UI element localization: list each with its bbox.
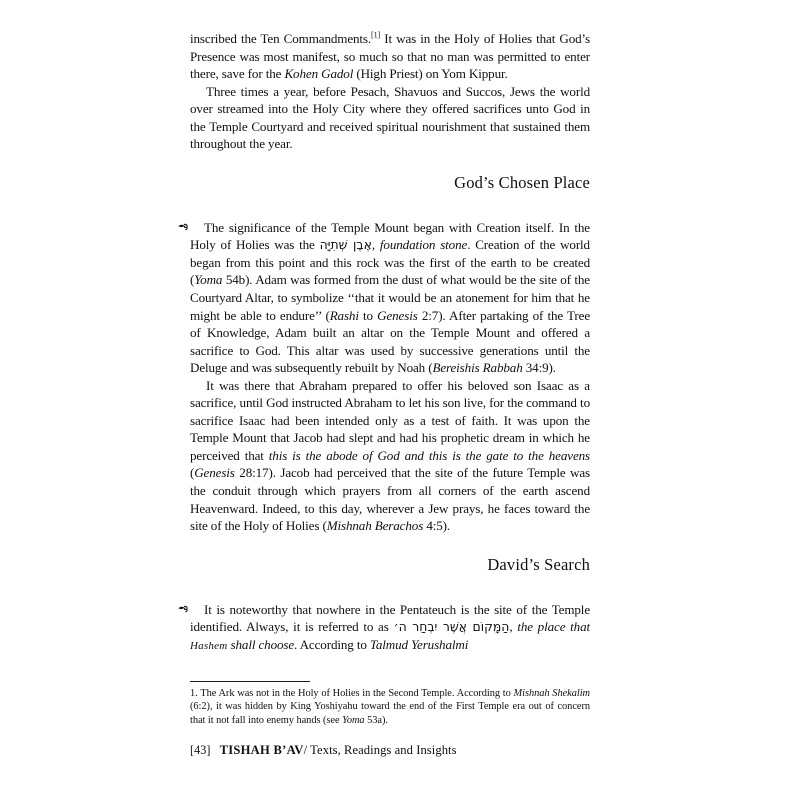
paragraph-3-italic-yoma: Yoma (194, 272, 223, 288)
paragraph-5-smallcaps-hashem: Hashem (190, 639, 228, 652)
paragraph-5-seg-3: . According to (294, 636, 370, 652)
hebrew-phrase-even-shesiyah: אֶבֶן שְׁתִיָּה (319, 237, 372, 253)
footnote-1 (190, 687, 590, 727)
paragraph-4-italic-mishnah-berachos: Mishnah Berachos (326, 518, 424, 534)
paragraph-4-seg-4: 4:5). (423, 518, 451, 534)
paragraph-3-seg-1: The significance of the Temple Mount began with Creation itself. In the Holy of Holies was the (190, 219, 590, 253)
paragraph-4 (190, 377, 590, 535)
spacer-before-heading-2 (190, 535, 590, 555)
paragraph-4-seg-3: 28:17). Jacob had perceived that the site of the future Temple was the conduit through which prayers from all corners of the earth ascend Heavenward. Indeed, to this day, wherever a Jew prays, he faces toward the site of the Holy of Holies ( (190, 465, 590, 534)
footnote-1-seg-1: The Ark was not in the Holy of Holies in the Second Temple. According to (197, 688, 514, 699)
paragraph-3-italic-rashi: Rashi (329, 307, 359, 323)
paragraph-3-italic-genesis: Genesis (377, 307, 418, 323)
paragraph-1-seg-b: (High Priest) on Yom Kippur. (353, 66, 508, 82)
running-footer (190, 742, 610, 758)
footnote-1-seg-2: (6:2), it was hidden by King Yoshiyahu toward the end of the First Temple era out of concern that it not fall into enemy hands (see (190, 701, 590, 726)
running-footer-book-title: TISHAH B’AV (219, 743, 304, 757)
spacer-after-heading-1 (190, 193, 590, 219)
footnote-separator-rule (190, 681, 310, 682)
paragraph-1-lead: inscribed the Ten Commandments. (190, 31, 372, 46)
footnote-1-marker: 1. (190, 688, 198, 699)
spacer-after-heading-2 (190, 575, 590, 601)
paragraph-5 (190, 601, 590, 656)
paragraph-2 (190, 83, 590, 153)
hebrew-phrase-hamakom-asher-yivchar: הַמָּקוֹם אֲשֶׁר יִבְחַר ה׳ (393, 619, 510, 635)
spacer-before-heading-1 (190, 153, 590, 173)
text-column (190, 30, 590, 655)
paragraph-5-seg-2: , (509, 619, 518, 635)
paragraph-3-seg-4: 54b). Adam was formed from the dust of what would be the site of the Courtyard Altar, to symbolize ‘‘that it would be an atonement for him that he might be able to endure’’ ( (190, 272, 590, 323)
paragraph-4-italic-genesis: Genesis (194, 465, 235, 481)
paragraph-3-seg-3: . Creation of the world began from this point and this rock was the first of the earth to be created ( (190, 237, 590, 288)
page-folio-number: [43] (190, 743, 211, 757)
paragraph-5-italic-the-place-that: the place that (517, 619, 590, 635)
paragraph-3-seg-7: 34:9). (522, 360, 556, 376)
footnote-reference-1[interactable]: [1] (371, 30, 381, 40)
footnote-1-italic-yoma: Yoma (342, 714, 365, 726)
paragraph-4-italic-abode-of-god: this is the abode of God and this is the gate to the heavens (268, 447, 590, 463)
paragraph-3-seg-6: 2:7). After partaking of the Tree of Knowledge, Adam built an altar on the Temple Mount and offered a sacrifice to God. This altar was used by successive generations until the Deluge and was subsequently rebuilt by Noah ( (190, 307, 590, 376)
footnote-1-italic-mishnah-shekalim: Mishnah Shekalim (513, 688, 590, 699)
paragraph-1-italic-kohen-gadol: Kohen Gadol (284, 66, 354, 82)
paragraph-3-seg-2: , (371, 237, 380, 253)
paragraph-5-italic-talmud-yerushalmi: Talmud Yerushalmi (369, 636, 469, 652)
paragraph-2-text: Three times a year, before Pesach, Shavuos and Succos, Jews the world over streamed into the Holy City where they offered sacrifices unto God in the Temple Courtyard and received spiritual nourishment that sustained them throughout the year. (190, 83, 590, 152)
paragraph-3 (190, 219, 590, 377)
footnote-area (190, 681, 590, 727)
leaf-flourish-ornament (178, 602, 192, 616)
running-footer-subtitle: / Texts, Readings and Insights (303, 743, 457, 757)
footnote-1-seg-3: 53a). (364, 714, 388, 726)
paragraph-3-italic-bereishis-rabbah: Bereishis Rabbah (432, 360, 523, 376)
paragraph-5-italic-shall-choose: shall choose (227, 636, 295, 652)
paragraph-3-seg-5: to (358, 307, 378, 323)
paragraph-1-seg-a: It was in the Holy of Holies that God’s Presence was most manifest, so much so that no man was permitted to enter there, save for the (190, 31, 591, 82)
paragraph-1 (190, 30, 590, 83)
paragraph-4-seg-1: It was there that Abraham prepared to offer his beloved son Isaac as a sacrifice, until God instructed Abraham to let his son live, for the command to sacrifice Isaac had been intended only as a test of faith. It was upon the Temple Mount that Jacob had slept and had his prophetic dream in which he perceived that (190, 377, 590, 463)
paragraph-5-seg-1: It is noteworthy that nowhere in the Pentateuch is the site of the Temple identified. Always, it is referred to as (190, 601, 590, 635)
leaf-flourish-ornament (178, 220, 192, 234)
paragraph-4-seg-2: ( (190, 465, 195, 481)
section-heading-gods-chosen-place: God’s Chosen Place (454, 172, 590, 192)
paragraph-3-italic-foundation-stone: foundation stone (379, 237, 468, 253)
section-heading-davids-search: David’s Search (487, 554, 590, 574)
